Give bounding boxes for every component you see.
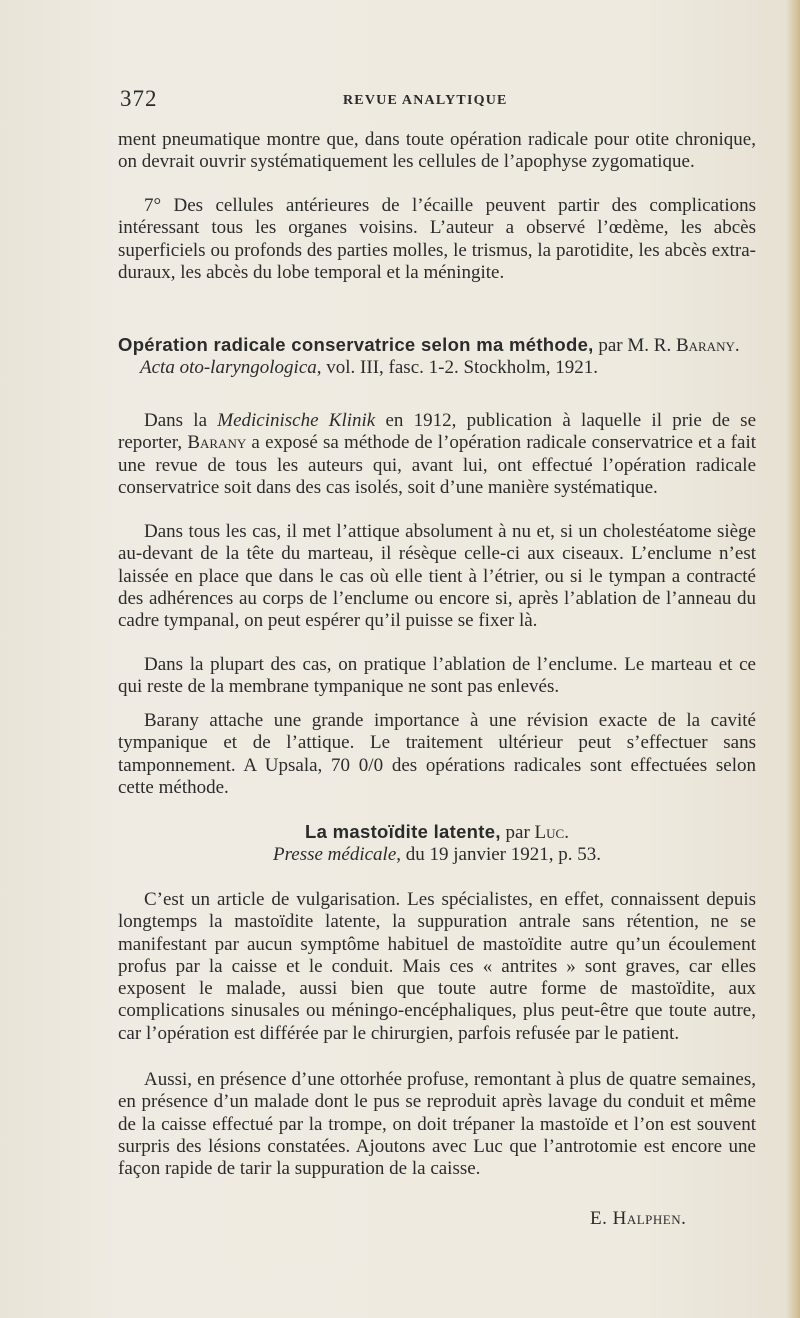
page-number: 372 bbox=[120, 86, 158, 111]
article-sep: . bbox=[734, 335, 740, 356]
paragraph-vulgarisation bbox=[118, 889, 756, 1045]
paragraph-text: Barany attache une grande importance à une révision exacte de la cavité tympanique et de l’attique. Le traitement ultérieur peut s’effectuer sans tamponnement. A Upsala, 70 0/0 des opérations radicales sont effectuées selon cette méthode. bbox=[118, 710, 756, 798]
text-run: en 1912, publication à laquelle il prie de se reporter, bbox=[118, 410, 757, 454]
paragraph-attique bbox=[118, 521, 756, 632]
paragraph-enclume bbox=[118, 654, 756, 699]
article-author: Barany bbox=[675, 335, 735, 356]
article-heading-1 bbox=[118, 334, 756, 380]
paragraph-text: C’est un article de vulgarisation. Les spécialistes, en effet, connaissent depuis longtemps la mastoïdite latente, la suppuration antrale sans rétention, ne se manifestant par aucun symptôme habituel de mastoïdite autre qu’un écoulement profus par la caisse et le conduit. Mais ces « antrites » sont graves, car elles exposent le malade, aussi bien que toute autre forme de mastoïdite, aux complications sinusales ou méningo-encéphaliques, plus peut-être que toute autre, car l’opération est différée par le chirurgien, parfois refusée par le patient. bbox=[118, 889, 756, 1044]
paragraph-text: Dans tous les cas, il met l’attique absolument à nu et, si un cholestéatome siège au-devant de la tête du marteau, il résèque celle-ci aux ciseaux. L’enclume n’est laissée en place que dans le cas où elle tient à l’étrier, ou si le tympan a contracté des adhérences au corps de l’enclume ou encore si, après l’ablation de l’anneau du cadre tympanal, on peut espérer qu’il puisse se fixer là. bbox=[118, 521, 756, 632]
paragraph-barany bbox=[118, 710, 756, 799]
signature-end: . bbox=[681, 1208, 687, 1229]
paragraph-text: ment pneumatique montre que, dans toute opération radicale pour otite chronique, on devrait ouvrir systématiquement les cellules de l’apophyse zygomatique. bbox=[118, 129, 756, 173]
article-journal: Presse médicale bbox=[272, 844, 397, 866]
paragraph-medicinische-klinik bbox=[118, 410, 756, 499]
paragraph-text: 7° Des cellules antérieures de l’écaille peuvent partir des complications intéressant tous les organes voisins. L’auteur a observé l’œdème, les abcès superficiels ou profonds des parties molles, le trismus, la parotidite, les abcès extra-duraux, les abcès du lobe temporal et la méningite. bbox=[118, 195, 756, 283]
journal-title: REVUE ANALYTIQUE bbox=[343, 93, 508, 108]
article-by: par M. R. bbox=[593, 335, 676, 356]
article-author: Luc bbox=[534, 822, 565, 843]
article-journal: Acta oto-laryngologica bbox=[140, 357, 317, 379]
text-run: a exposé sa méthode de l’opération radicale conservatrice et a fait une revue de tous les auteurs qui, avant lui, ont effectué l’opération radicale conservatrice soit dans des cas isolés, soit d’une manière systématique. bbox=[118, 432, 756, 498]
article-citation: , vol. III, fasc. 1-2. Stockholm, 1921. bbox=[316, 357, 599, 379]
paragraph-text: Aussi, en présence d’une ottorhée profuse, remontant à plus de quatre semaines, en présence d’un malade dont le pus se reproduit après lavage du conduit et même de la caisse effectué par la trompe, on doit trépaner la mastoïde et l’on est souvent surpris des lésions constatées. Ajoutons avec Luc que l’antrotomie est encore une façon rapide de tarir la suppuration de la caisse. bbox=[118, 1069, 756, 1180]
article-title: La mastoïdite latente, bbox=[305, 821, 501, 842]
paragraph-ottorhee bbox=[118, 1069, 756, 1180]
paragraph-text: Dans la plupart des cas, on pratique l’ablation de l’enclume. Le marteau et ce qui reste de la membrane tympanique ne sont pas enlevés. bbox=[118, 654, 756, 698]
paragraph-point-7 bbox=[118, 195, 756, 284]
article-by: par bbox=[500, 822, 535, 843]
article-citation: , du 19 janvier 1921, p. 53. bbox=[396, 844, 602, 866]
article-title: Opération radicale conservatrice selon ma méthode, bbox=[118, 334, 594, 355]
signature-name: Halphen bbox=[612, 1208, 682, 1229]
article-end: . bbox=[564, 822, 569, 843]
text-run: Dans la bbox=[144, 410, 218, 431]
running-header bbox=[0, 86, 800, 116]
author-signature bbox=[590, 1208, 686, 1230]
page-edge bbox=[786, 0, 800, 1318]
article-heading-2 bbox=[118, 821, 756, 867]
paragraph-continuation bbox=[118, 129, 756, 174]
signature-initial: E. bbox=[590, 1208, 613, 1229]
cited-journal: Medicinische Klinik bbox=[217, 410, 376, 431]
cited-author: Barany bbox=[187, 432, 247, 454]
